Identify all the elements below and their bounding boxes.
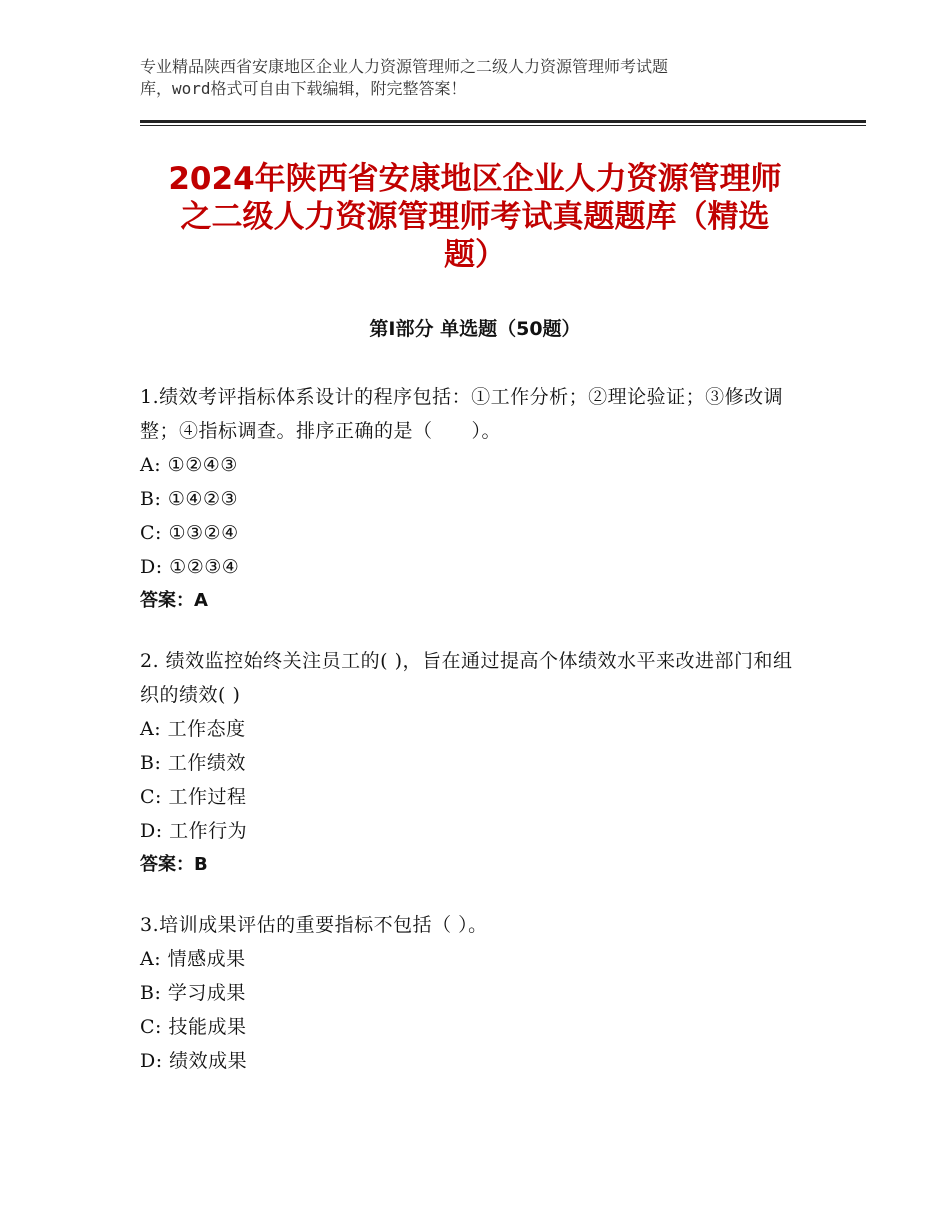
question-list (140, 380, 810, 1104)
option-c: C: 技能成果 (140, 1016, 247, 1038)
question-stem: 1.绩效考评指标体系设计的程序包括：①工作分析；②理论验证；③修改调整；④指标调查。排序正确的是（ ）。 (140, 386, 784, 442)
question-stem: 3.培训成果评估的重要指标不包括（ ）。 (140, 914, 488, 936)
option-d: D: ①②③④ (140, 556, 240, 578)
question-3 (140, 908, 810, 1078)
option-a: A: ①②④③ (140, 454, 238, 476)
document-title (140, 160, 810, 274)
option-c: C: ①③②④ (140, 522, 239, 544)
header-rule-thick (140, 120, 866, 123)
option-b: B: 工作绩效 (140, 752, 246, 774)
header-note-line-2: 库，word格式可自由下载编辑，附完整答案！ (140, 79, 467, 98)
answer: 答案：A (140, 590, 208, 611)
option-a: A: 情感成果 (140, 948, 246, 970)
question-2 (140, 644, 810, 882)
option-b: B: 学习成果 (140, 982, 246, 1004)
option-a: A: 工作态度 (140, 718, 246, 740)
section-title: 第Ⅰ部分 单选题（50题） (369, 318, 581, 340)
header-rule-thin (140, 125, 866, 126)
option-c: C: 工作过程 (140, 786, 247, 808)
option-b: B: ①④②③ (140, 488, 239, 510)
document-title-line-1: 2024年陕西省安康地区企业人力资源管理师 (168, 161, 782, 197)
header-note-line-1: 专业精品陕西省安康地区企业人力资源管理师之二级人力资源管理师考试题 (140, 57, 669, 76)
document-title-line-3: 题） (444, 237, 506, 273)
answer: 答案：B (140, 854, 208, 875)
header-note (140, 56, 790, 100)
option-d: D: 绩效成果 (140, 1050, 248, 1072)
document-title-line-2: 之二级人力资源管理师考试真题题库（精选 (180, 199, 770, 235)
question-stem: 2. 绩效监控始终关注员工的( )，旨在通过提高个体绩效水平来改进部门和组织的绩效( ) (140, 650, 793, 706)
option-d: D: 工作行为 (140, 820, 248, 842)
question-1 (140, 380, 810, 618)
